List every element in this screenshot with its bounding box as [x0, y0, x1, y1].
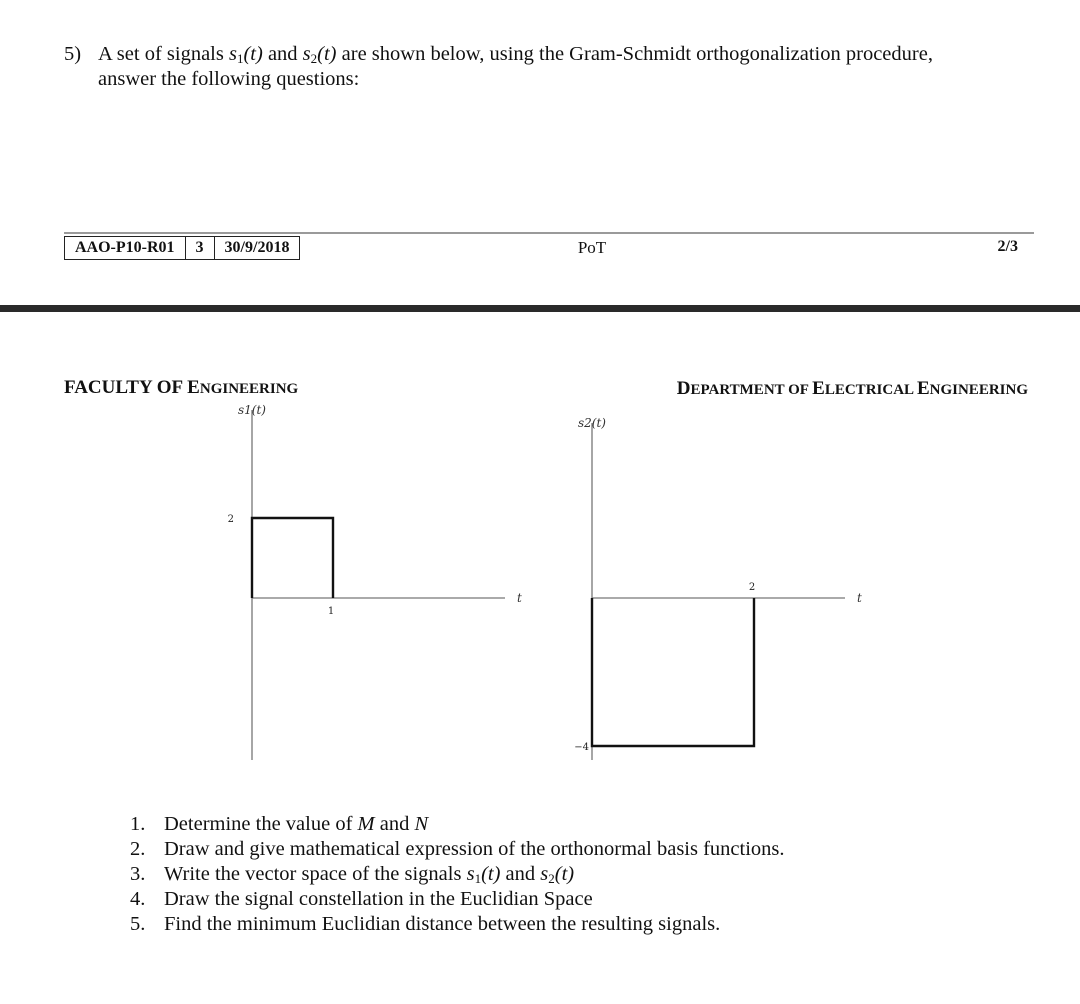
s2-signal-line	[592, 598, 754, 746]
task-item-2: 2. Draw and give mathematical expression of the orthonormal basis functions.	[130, 838, 785, 860]
question-line-2: answer the following questions:	[98, 68, 360, 90]
task-item-3: 3. Write the vector space of the signals $s_1(t)$ and $s_2(t)$	[130, 863, 575, 886]
footer-date: 30/9/2018	[214, 237, 300, 259]
footer-revision: 3	[185, 237, 214, 259]
signal-plots	[0, 395, 1080, 775]
s1-signal-line	[252, 518, 333, 598]
s1-x-tick-label: 1	[327, 606, 335, 617]
s2-y-tick-label: −4	[574, 742, 589, 753]
s1-axis-label: s1(t)	[238, 403, 266, 417]
s2-x-tick-label: 2	[748, 582, 756, 593]
page-separator	[0, 305, 1080, 312]
s2-axis-label: s2(t)	[578, 416, 606, 430]
plot-s1	[228, 403, 522, 760]
footer-code: AAO-P10-R01	[75, 239, 175, 256]
question-5	[64, 42, 1028, 92]
footer-page-number: 2/3	[997, 238, 1018, 255]
question-number: 5)	[64, 43, 82, 65]
footer-doc-info	[64, 236, 300, 260]
footer-course: PoT	[577, 238, 607, 257]
task-item-5: 5. Find the minimum Euclidian distance between the resulting signals.	[130, 913, 721, 935]
plot-s2	[574, 416, 862, 760]
header-department: DEPARTMENT OF ELECTRICAL ENGINEERING	[676, 378, 1028, 399]
header-faculty: FACULTY OF ENGINEERING	[64, 377, 299, 398]
task-item-4: 4. Draw the signal constellation in the Euclidian Space	[130, 888, 593, 910]
s2-t-label: t	[857, 591, 862, 605]
s1-y-tick-label: 2	[227, 514, 234, 525]
s1-t-label: t	[517, 591, 522, 605]
footer-rule	[64, 232, 1034, 234]
task-item-1: 1. Determine the value of M and N	[130, 813, 429, 835]
task-list	[130, 812, 1030, 937]
question-line-1: 5) A set of signals $s_1(t)$ and $s_2(t)$ are shown below, using the Gram-Schmidt orthogonalization procedure,	[64, 43, 933, 66]
